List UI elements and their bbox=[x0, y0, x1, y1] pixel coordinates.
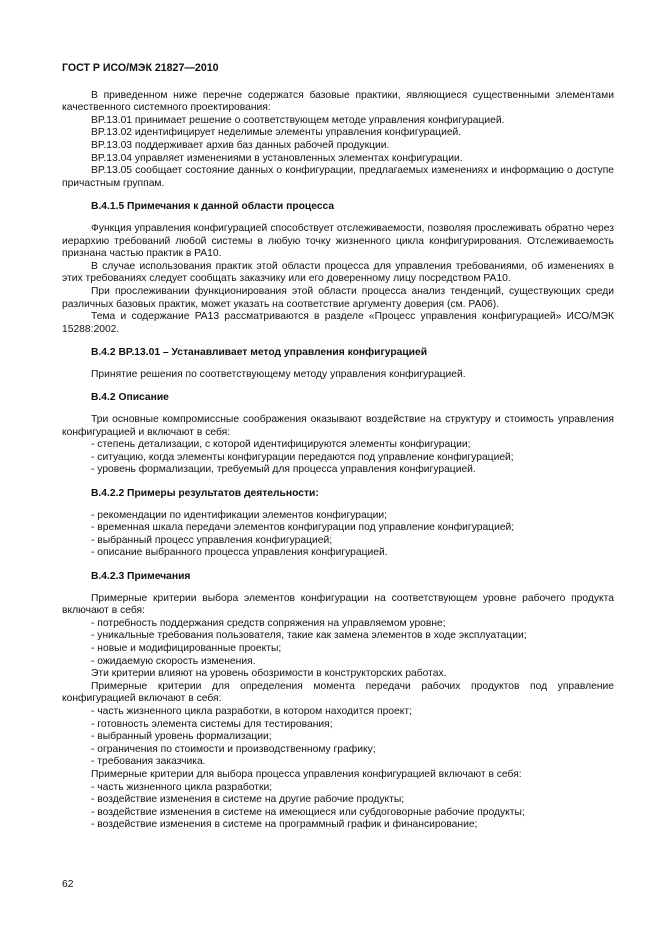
practice-item: BP.13.04 управляет изменениями в установленных элементах конфигурации. bbox=[91, 152, 463, 164]
body-paragraph: Эти критерии влияют на уровень обозримости в конструкторских работах. bbox=[91, 668, 447, 680]
practice-item: BP.13.01 принимает решение о соответствующем методе управления конфигурацией. bbox=[91, 114, 505, 126]
body-paragraph: Принятие решения по соответствующему методу управления конфигурацией. bbox=[91, 368, 466, 380]
intro-paragraph: В приведенном ниже перечне содержатся базовые практики, являющиеся существенными элементами качественного системного проектирования: bbox=[62, 89, 614, 114]
body-paragraph: В случае использования практик этой области процесса для управления требованиями, об изменениях в этих требованиях следует сообщать заказчику или его доверенному лицу посредством PA10. bbox=[62, 260, 614, 285]
section-heading: B.4.2.3 Примечания bbox=[91, 571, 191, 582]
list-item: - выбранный процесс управления конфигурацией; bbox=[91, 534, 333, 546]
body-paragraph: Функция управления конфигурацией способствует отслеживаемости, позволяя прослеживать обратно через иерархию требований любой системы в любую точку жизненного цикла конфигурирования. Отслеживаемость признана частью практик в PA10. bbox=[62, 222, 614, 260]
body-paragraph: Примерные критерии выбора элементов конфигурации на соответствующем уровне рабочего продукта включают в себя: bbox=[62, 592, 614, 617]
list-item: - часть жизненного цикла разработки; bbox=[91, 781, 273, 793]
body-paragraph: Тема и содержание PA13 рассматриваются в разделе «Процесс управления конфигурацией» ИСО/МЭК 15288:2002. bbox=[62, 311, 614, 335]
list-item: - воздействие изменения в системе на программный график и финансирование; bbox=[91, 819, 478, 831]
page-number: 62 bbox=[62, 879, 74, 890]
list-item: - воздействие изменения в системе на имеющиеся или субдоговорные рабочие продукты; bbox=[91, 806, 525, 818]
body-paragraph: Примерные критерии для выбора процесса управления конфигурацией включают в себя: bbox=[91, 768, 522, 780]
list-item: - готовность элемента системы для тестирования; bbox=[91, 718, 333, 730]
section-heading: B.4.2.2 Примеры результатов деятельности: bbox=[91, 488, 319, 500]
list-item: - ситуацию, когда элементы конфигурации передаются под управление конфигурацией; bbox=[91, 451, 514, 463]
section-heading: B.4.2 BP.13.01 – Устанавливает метод управления конфигурацией bbox=[91, 347, 428, 359]
section-heading: B.4.1.5 Примечания к данной области процесса bbox=[91, 201, 335, 213]
list-item: - описание выбранного процесса управления конфигурацией. bbox=[91, 547, 388, 559]
list-item: - потребность поддержания средств сопряжения на управляемом уровне; bbox=[91, 617, 446, 629]
list-item: - уровень формализации, требуемый для процесса управления конфигурацией. bbox=[91, 464, 476, 476]
body-paragraph: При прослеживании функционирования этой области процесса анализ тенденций, существующих среди различных базовых практик, может указать на соответствие аргументу доверия (см. PA06). bbox=[62, 285, 614, 310]
practice-item: BP.13.03 поддерживает архив баз данных рабочей продукции. bbox=[91, 139, 390, 151]
body-paragraph: Три основные компромиссные соображения оказывают воздействие на структуру и стоимость управления конфигурацией и включают в себя: bbox=[62, 414, 614, 438]
list-item: - выбранный уровень формализации; bbox=[91, 731, 272, 743]
document-page bbox=[62, 62, 614, 832]
section-heading: B.4.2 Описание bbox=[91, 392, 169, 404]
list-item: - ограничения по стоимости и производственному графику; bbox=[91, 743, 376, 755]
list-item: - воздействие изменения в системе на другие рабочие продукты; bbox=[91, 794, 405, 806]
list-item: - часть жизненного цикла разработки, в котором находится проект; bbox=[91, 705, 412, 717]
practice-item: BP.13.02 идентифицирует неделимые элементы управления конфигурацией. bbox=[91, 127, 462, 139]
list-item: - степень детализации, с которой идентифицируются элементы конфигурации; bbox=[91, 439, 471, 451]
list-item: - уникальные требования пользователя, такие как замена элементов в ходе эксплуатации; bbox=[91, 630, 527, 642]
document-header: ГОСТ Р ИСО/МЭК 21827—2010 bbox=[62, 62, 219, 74]
practice-item: BP.13.05 сообщает состояние данных о конфигурации, предлагаемых изменениях и информацию о доступе причастным группам. bbox=[62, 165, 614, 189]
list-item: - рекомендации по идентификации элементов конфигурации; bbox=[91, 509, 388, 521]
list-item: - ожидаемую скорость изменения. bbox=[91, 655, 256, 667]
list-item: - новые и модифицированные проекты; bbox=[91, 642, 282, 654]
body-paragraph: Примерные критерии для определения момента передачи рабочих продуктов под управление конфигурацией включают в себя: bbox=[62, 680, 614, 705]
list-item: - временная шкала передачи элементов конфигурации под управление конфигурацией; bbox=[91, 522, 515, 534]
list-item: - требования заказчика. bbox=[91, 756, 206, 768]
